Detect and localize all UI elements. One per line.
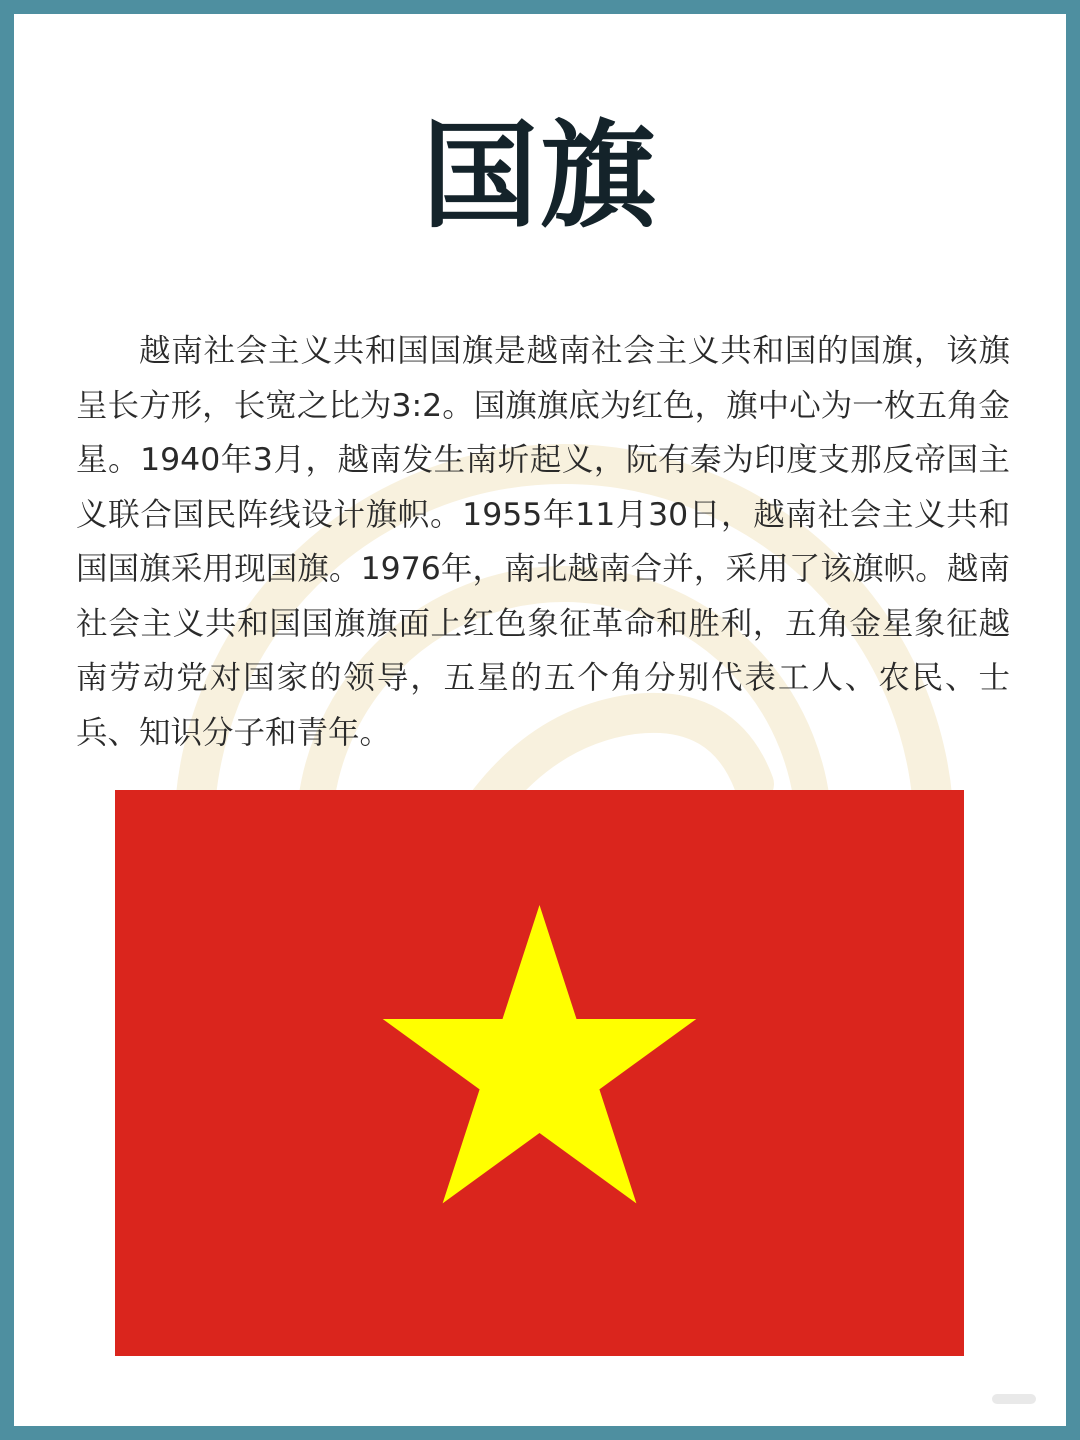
content-card <box>14 14 1066 1426</box>
corner-watermark-mark <box>992 1394 1036 1404</box>
vietnam-flag-image <box>115 790 964 1356</box>
page-title: 国旗 <box>422 108 658 244</box>
description-paragraph: 越南社会主义共和国国旗是越南社会主义共和国的国旗，该旗呈长方形，长宽之比为3:2。国旗旗底为红色，旗中心为一枚五角金星。1940年3月，越南发生南圻起义，阮有秦为印度支那反帝国主义联合国民阵线设计旗帜。1955年11月30日，越南社会主义共和国国旗采用现国旗。1976年，南北越南合并，采用了该旗帜。越南社会主义共和国国旗旗面上红色象征革命和胜利，五角金星象征越南劳动党对国家的领导，五星的五个角分别代表工人、农民、士兵、知识分子和青年。 <box>76 333 1010 751</box>
